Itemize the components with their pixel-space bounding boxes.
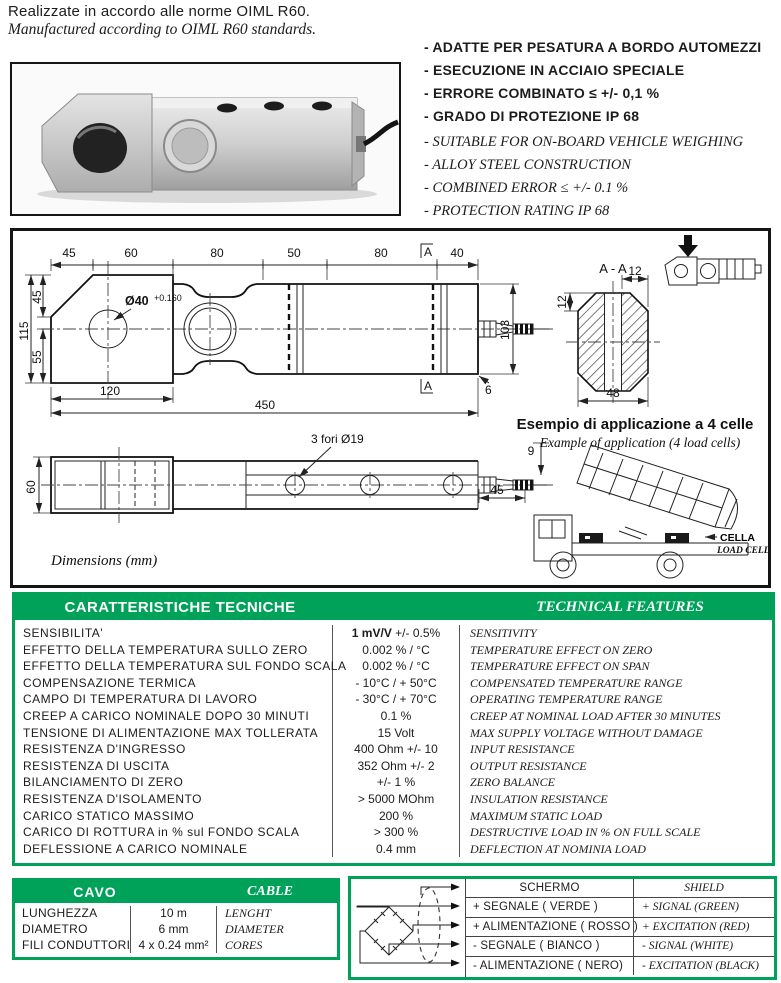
spec-table-body [15,620,772,863]
spec-label-en: DESTRUCTIVE LOAD IN % ON FULL SCALE [470,825,701,840]
spec-label-it: DEFLESSIONE A CARICO NOMINALE [15,841,333,858]
spec-label-it: TENSIONE DI ALIMENTAZIONE MAX TOLLERATA [15,725,333,742]
spec-label-it: COMPENSAZIONE TERMICA [15,675,333,692]
dim-label: 80 [210,246,224,260]
screw-slot [217,104,237,113]
features-italian [424,36,761,128]
hole-diameter-label: Ø40 [125,294,149,308]
spec-value: > 5000 MOhm [333,791,460,808]
feature-item: - ADATTE PER PESATURA A BORDO AUTOMEZZI [424,39,762,55]
features-english [424,131,743,223]
wiring-table-body [466,879,774,977]
feature-item: - ERRORE COMBINATO ≤ +/- 0,1 % [424,85,660,101]
wire-label-it: SCHERMO [466,879,634,897]
feature-item: - PROTECTION RATING IP 68 [424,203,610,219]
dimensions-note: Dimensions (mm) [51,553,158,569]
technical-drawing-frame [10,228,771,588]
spec-label-en: INSULATION RESISTANCE [470,791,608,806]
spec-label-en: TEMPERATURE EFFECT ON SPAN [470,659,650,674]
spec-value: - 30°C / + 70°C [333,691,460,708]
load-button-inner [172,128,208,164]
spec-label-it: RESISTENZA D'ISOLAMENTO [15,791,333,808]
wiring-table [348,876,777,980]
table-row [15,708,772,725]
cable-label-en: CORES [225,937,263,952]
holes-label: 3 fori Ø19 [311,432,364,446]
cable-table-header [15,881,337,903]
table-row [15,824,772,841]
dim-label: 12 [555,295,569,309]
spec-table [12,592,775,866]
dim-label: 9 [527,444,535,458]
cable-label-it: DIAMETRO [15,922,131,938]
table-row [15,906,337,922]
dim-label: 48 [606,386,620,400]
spec-label-it: RESISTENZA D'INGRESSO [15,741,333,758]
cable-value: 4 x 0.24 mm² [131,938,217,954]
table-row [15,741,772,758]
technical-drawing [13,231,768,585]
spec-label-en: ZERO BALANCE [470,775,556,790]
spec-label-en: INPUT RESISTANCE [470,742,575,757]
dim-label: 60 [124,246,138,260]
spec-table-header [15,595,772,620]
wire-label-it: - ALIMENTAZIONE ( NERO) [466,957,634,975]
feature-item: - GRADO DI PROTEZIONE IP 68 [424,108,640,124]
table-row [15,691,772,708]
cable-table [12,878,340,960]
spec-label-en: DEFLECTION AT NOMINIA LOAD [470,841,646,856]
spec-label-it: EFFETTO DELLA TEMPERATURA SUL FONDO SCALA [15,658,333,675]
dim-label: 450 [254,398,276,412]
spec-label-en: OPERATING TEMPERATURE RANGE [470,692,663,707]
spec-label-it: CREEP A CARICO NOMINALE DOPO 30 MINUTI [15,708,333,725]
cable-table-body [15,903,337,957]
spec-label-it: SENSIBILITA' [15,625,333,642]
section-marker-top: A [424,245,433,259]
feature-item: - ESECUZIONE IN ACCIAIO SPECIALE [424,62,685,78]
wire-label-it: + ALIMENTAZIONE ( ROSSO ) [466,918,634,936]
spec-label-it: CARICO DI ROTTURA in % sul FONDO SCALA [15,824,333,841]
cable-value: 6 mm [131,922,217,938]
table-row [466,917,774,936]
section-title: A - A [599,261,627,276]
spec-label-en: COMPENSATED TEMPERATURE RANGE [470,675,683,690]
dim-label: 80 [374,246,388,260]
table-row [15,758,772,775]
example-title-en: Example of application (4 load cells) [539,435,741,450]
table-row [15,791,772,808]
wire-label-en: + EXCITATION (RED) [642,920,750,933]
spec-value: > 300 % [333,824,460,841]
hole-tolerance-label: +0.160 [154,293,182,303]
table-row [15,658,772,675]
spec-label-it: CAMPO DI TEMPERATURA DI LAVORO [15,691,333,708]
spec-label-en: OUTPUT RESISTANCE [470,758,587,773]
spec-value: 352 Ohm +/- 2 [333,758,460,775]
table-row [466,879,774,897]
cable-title-italian: CAVO [73,884,117,900]
example-title-it: Esempio di applicazione a 4 celle [516,416,754,433]
mounting-icon [665,235,761,285]
spec-label-it: CARICO STATICO MASSIMO [15,808,333,825]
spec-label-en: TEMPERATURE EFFECT ON ZERO [470,642,653,657]
dim-label: 45 [490,483,504,497]
spec-value: 0.1 % [333,708,460,725]
dim-label: 40 [450,246,464,260]
spec-label-it: EFFETTO DELLA TEMPERATURA SULLO ZERO [15,642,333,659]
table-row [15,938,337,954]
table-row [466,897,774,916]
side-view [41,261,553,399]
dim-label: 120 [99,384,121,398]
spec-value: 1 mV/V +/- 0.5% [333,625,460,642]
table-row [466,956,774,975]
section-marker-bottom: A [424,379,433,393]
wire-label-en: SHIELD [684,882,724,894]
spec-value: 0.4 mm [333,841,460,858]
spec-title-english: TECHNICAL FEATURES [536,599,704,615]
dim-label: 115 [17,321,31,341]
cable-label-en: LENGHT [225,906,272,920]
table-row [15,808,772,825]
wire-label-it: - SEGNALE ( BIANCO ) [466,937,634,955]
table-row [15,625,772,642]
table-row [15,675,772,692]
table-row [15,841,772,858]
feature-item: - ALLOY STEEL CONSTRUCTION [424,157,631,173]
spec-value: 15 Volt [333,725,460,742]
spec-label-en: MAX SUPPLY VOLTAGE WITHOUT DAMAGE [470,725,703,740]
table-row [15,774,772,791]
dim-label: 6 [485,383,492,397]
load-cell-photo [12,64,399,214]
product-photo-frame [10,62,401,216]
dim-label: 12 [628,264,642,278]
load-cell-label: LOAD CELL [717,546,768,556]
bottom-dimensions [51,378,478,417]
feature-item: - COMBINED ERROR ≤ +/- 0.1 % [424,180,629,196]
spec-label-en: MAXIMUM STATIC LOAD [470,808,602,823]
spec-label-en: SENSITIVITY [470,626,537,640]
screw-slot [264,102,284,111]
left-dimensions [17,275,51,383]
dim-label: 45 [30,290,44,304]
section-view [555,261,660,407]
cable-label-it: LUNGHEZZA [15,906,131,922]
dim-label: 60 [24,480,38,494]
truck-sketch [534,445,768,578]
cable-title-english: CABLE [247,884,293,899]
spec-value: +/- 1 % [333,774,460,791]
table-row [15,922,337,938]
screw-slot [312,102,332,111]
wiring-schematic [351,879,466,977]
dim-label: 45 [62,246,76,260]
spec-value: 200 % [333,808,460,825]
bridge-schematic [351,879,464,971]
section-markers [421,244,433,393]
heading-italian: Realizzate in accordo alle norme OIML R60. [8,3,311,20]
wire-label-en: - SIGNAL (WHITE) [642,940,734,953]
spec-label-it: BILANCIAMENTO DI ZERO [15,774,333,791]
cable-value: 10 m [131,906,217,922]
table-row [15,642,772,659]
spec-value: - 10°C / + 50°C [333,675,460,692]
spec-value: 400 Ohm +/- 10 [333,741,460,758]
down-arrow-icon [678,235,698,257]
spec-value: 0.002 % / °C [333,658,460,675]
cable-label-en: DIAMETER [225,921,284,936]
heading-english: Manufactured according to OIML R60 standards. [8,21,316,38]
right-dimensions [479,284,519,397]
wire-label-en: - EXCITATION (BLACK) [642,959,759,972]
spec-label-it: RESISTENZA DI USCITA [15,758,333,775]
wire-label-it: + SEGNALE ( VERDE ) [466,898,634,916]
dim-label: 103 [498,319,512,341]
spec-value: 0.002 % / °C [333,642,460,659]
cella-label: CELLA [720,532,755,544]
dim-label: 55 [30,350,44,364]
wire-label-en: + SIGNAL (GREEN) [642,901,739,914]
dim-label: 50 [287,246,301,260]
bottom-view [24,432,553,523]
table-row [15,725,772,742]
feature-item: - SUITABLE FOR ON-BOARD VEHICLE WEIGHING [424,134,744,150]
cable-label-it: FILI CONDUTTORI [15,938,131,954]
mount-hole [73,123,127,173]
table-row [466,936,774,955]
spec-title-italian: CARATTERISTICHE TECNICHE [64,599,296,616]
spec-label-en: CREEP AT NOMINAL LOAD AFTER 30 MINUTES [470,708,721,723]
